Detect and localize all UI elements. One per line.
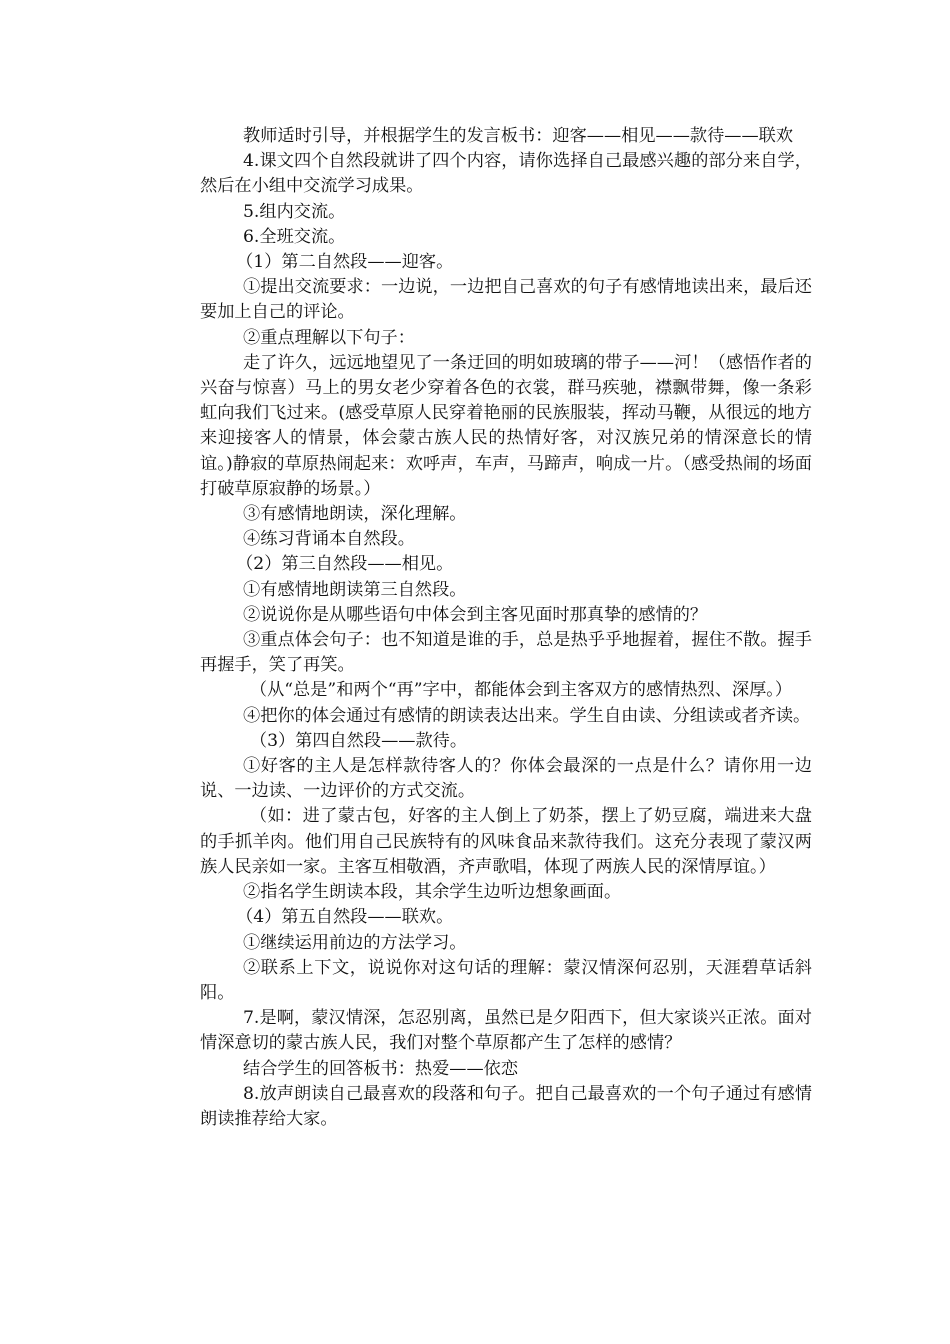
paragraph: ①继续运用前边的方法学习。 (243, 932, 467, 953)
paragraph: 6.全班交流。 (243, 226, 346, 247)
paragraph: 走了许久，远远地望见了一条迂回的明如玻璃的带子——河！（感悟作者的兴奋与惊喜）马上的男女老少穿着各色的衣裳，群马疾驰，襟飘带舞，像一条彩虹向我们飞过来。(感受草原人民穿着艳丽的民族服装，挥动马鞭，从很远的地方来迎接客人的情景，体会蒙古族人民的热情好客，对汉族兄弟的情深意长的情谊。)静寂的草原热闹起来：欢呼声，车声，马蹄声，响成一片。（感受热闹的场面打破草原寂静的场景。） (200, 352, 812, 499)
paragraph: ②重点理解以下句子： (243, 327, 415, 348)
paragraph: ②联系上下文，说说你对这句话的理解：蒙汉情深何忍别，天涯碧草话斜阳。 (200, 957, 812, 1003)
paragraph: 结合学生的回答板书：热爱——依恋 (243, 1058, 519, 1079)
paragraph: ④练习背诵本自然段。 (243, 529, 415, 550)
paragraph: 4.课文四个自然段就讲了四个内容，请你选择自己最感兴趣的部分来自学，然后在小组中交流学习成果。 (200, 151, 812, 197)
paragraph: ①有感情地朗读第三自然段。 (243, 579, 467, 600)
paragraph: 7.是啊，蒙汉情深，怎忍别离，虽然已是夕阳西下，但大家谈兴正浓。面对情深意切的蒙古族人民，我们对整个草原都产生了怎样的感情？ (200, 1008, 812, 1054)
paragraph: （1）第二自然段——迎客。 (236, 252, 454, 273)
paragraph: （如：进了蒙古包，好客的主人倒上了奶茶，摆上了奶豆腐，端进来大盘的手抓羊肉。他们用自己民族特有的风味食品来款待我们。这充分表现了蒙汉两族人民亲如一家。主客互相敬酒，齐声歌唱，体现了两族人民的深情厚谊。） (200, 806, 812, 877)
paragraph: （2）第三自然段——相见。 (236, 554, 454, 575)
paragraph: ②指名学生朗读本段，其余学生边听边想象画面。 (243, 882, 622, 903)
paragraph: ①好客的主人是怎样款待客人的？你体会最深的一点是什么？请你用一边说、一边读、一边评价的方式交流。 (200, 756, 812, 802)
paragraph: ②说说你是从哪些语句中体会到主客见面时那真挚的感情的？ (243, 604, 708, 625)
paragraph: （4）第五自然段——联欢。 (236, 907, 454, 928)
paragraph: 教师适时引导，并根据学生的发言板书：迎客——相见——款待——联欢 (243, 126, 794, 146)
paragraph: 5.组内交流。 (243, 201, 346, 222)
document-body (200, 124, 812, 1132)
paragraph: 8.放声朗读自己最喜欢的段落和句子。把自己最喜欢的一个句子通过有感情朗读推荐给大家。 (200, 1083, 812, 1129)
paragraph: （从“总是”和两个“再”字中，都能体会到主客双方的感情热烈、深厚。） (249, 680, 793, 701)
paragraph: ①提出交流要求：一边说，一边把自己喜欢的句子有感情地读出来，最后还要加上自己的评论。 (200, 277, 812, 323)
paragraph: （3）第四自然段——款待。 (249, 730, 468, 751)
paragraph: ③有感情地朗读，深化理解。 (243, 504, 467, 525)
paragraph: ④把你的体会通过有感情的朗读表达出来。学生自由读、分组读或者齐读。 (243, 705, 811, 726)
paragraph: ③重点体会句子：也不知道是谁的手，总是热乎乎地握着，握住不散。握手再握手，笑了再笑。 (200, 630, 812, 676)
